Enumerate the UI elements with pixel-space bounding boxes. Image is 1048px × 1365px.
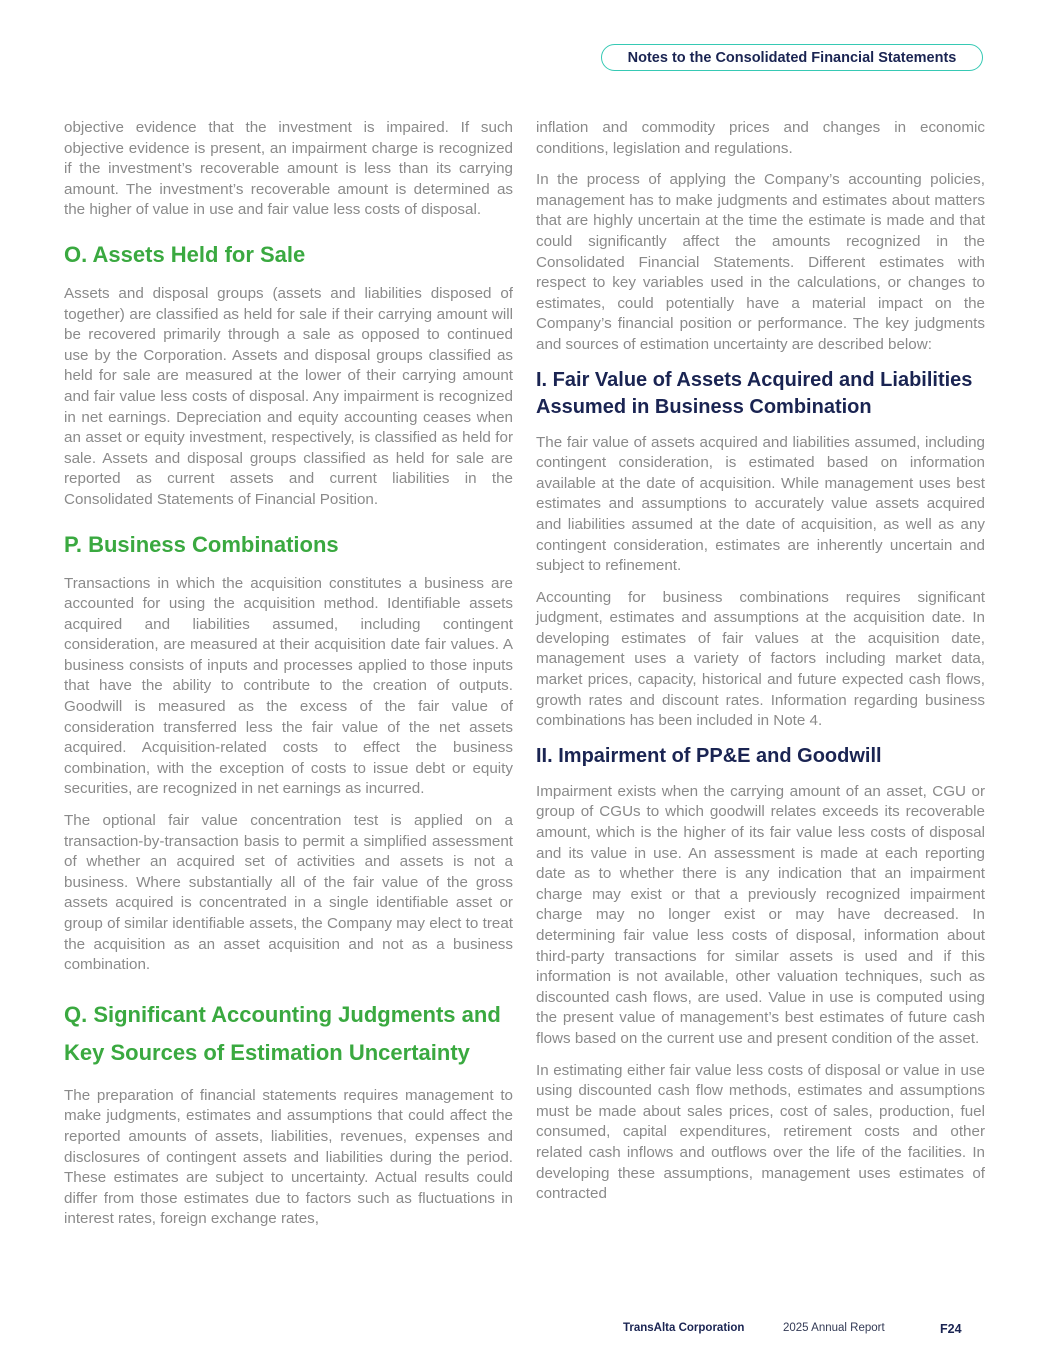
heading-fair-value-assets: I. Fair Value of Assets Acquired and Liabilities Assumed in Business Combination (536, 368, 973, 418)
footer-report: 2025 Annual Report (783, 1322, 885, 1334)
paragraph: The optional fair value concentration test is applied on a transaction-by-transaction basis to permit a simplified assessment of whether an acquired set of activities and assets is not a business. Where substantially all of the fair value of the gross assets acquired is concentrated in a single identifiable asset or group of similar identifiable assets, the Company may elect to treat the acquisition as an asset acquisition and not as a business combination. (64, 812, 513, 974)
section-header-title: Notes to the Consolidated Financial Statements (627, 49, 957, 66)
heading-assets-held-for-sale: O. Assets Held for Sale (64, 241, 306, 267)
page-footer (0, 1322, 1048, 1340)
heading-impairment-ppe-goodwill: II. Impairment of PP&E and Goodwill (536, 744, 882, 767)
paragraph: In estimating either fair value less costs of disposal or value in use using discounted cash flow methods, estimates and assumptions must be made about sales prices, cost of sales, production, fuel consumed, capital expenditures, retirement costs and other related cash inflows and outflows over the life of the facilities. In developing these assumptions, management uses estimates of contracted (536, 1061, 985, 1203)
left-column (64, 118, 513, 1241)
paragraph: The preparation of financial statements requires management to make judgments, estimates and assumptions that could affect the reported amounts of assets, liabilities, revenues, expenses and disclosures of contingent assets and liabilities during the period. These estimates are subject to uncertainty. Actual results could differ from those estimates due to factors such as fluctuations in interest rates, foreign exchange rates, (64, 1086, 513, 1228)
paragraph: Assets and disposal groups (assets and liabilities disposed of together) are classified as held for sale if their carrying amount will be recovered primarily through a sale as opposed to continued use by the Corporation. Assets and disposal groups classified as held for sale are measured at the lower of their carrying amount and fair value less costs of disposal. Any impairment is recognized in net earnings. Depreciation and equity accounting ceases when an asset or equity investment, respectively, is classified as held for sale. Assets and disposal groups classified as held for sale are reported as current assets and current liabilities in the Consolidated Statements of Financial Position. (64, 284, 513, 508)
heading-business-combinations: P. Business Combinations (64, 531, 339, 557)
paragraph: inflation and commodity prices and changes in economic conditions, legislation and regulations. (536, 119, 985, 157)
heading-significant-judgments: Q. Significant Accounting Judgments and Key Sources of Estimation Uncertainty (64, 1001, 501, 1065)
footer-company: TransAlta Corporation (623, 1322, 745, 1334)
paragraph: Transactions in which the acquisition constitutes a business are accounted for using the acquisition method. Identifiable assets acquired and liabilities assumed, including contingent consideration, are measured at their acquisition date fair values. A business consists of inputs and processes applied to those inputs that have the ability to contribute to the creation of outputs. Goodwill is measured as the excess of the fair value of consideration transferred less the fair value of the net assets acquired. Acquisition-related costs to effect the business combination, with the exception of costs to issue debt or equity securities, are recognized in net earnings as incurred. (64, 574, 513, 798)
paragraph: The fair value of assets acquired and liabilities assumed, including contingent consideration, is estimated based on information available at the date of acquisition. While management uses best estimates and assumptions to accurately value assets acquired and liabilities assumed at the date of acquisition, as well as any contingent consideration, estimates are inherently uncertain and subject to refinement. (536, 433, 985, 575)
paragraph: Impairment exists when the carrying amount of an asset, CGU or group of CGUs to which goodwill relates exceeds its recoverable amount, which is the higher of its fair value less costs of disposal and its value in use. An assessment is made at each reporting date as to whether there is any indication that an impairment charge may exist or that a previously recognized impairment charge may no longer exist or may have decreased. In determining fair value less costs of disposal, information about third-party transactions for similar assets is used and if this information is not available, other valuation techniques, such as discounted cash flows, are used. Value in use is computed using the present value of management’s best estimates of future cash flows based on the current use and present condition of the asset. (536, 782, 985, 1047)
paragraph: In the process of applying the Company’s accounting policies, management has to make judgments and estimates about matters that are highly uncertain at the time the estimate is made and that could significantly affect the amounts recognized in the Consolidated Financial Statements. Different estimates with respect to key variables used in the calculations, or changes to estimates, could potentially have a material impact on the Company’s financial position or performance. The key judgments and sources of estimation uncertainty are described below: (536, 171, 985, 353)
right-column (536, 118, 985, 1216)
page-number: F24 (940, 1322, 962, 1336)
paragraph: objective evidence that the investment is impaired. If such objective evidence is present, an impairment charge is recognized if the investment’s recoverable amount is less than its carrying amount. The investment’s recoverable amount is determined as the higher of value in use and fair value less costs of disposal. (64, 119, 513, 219)
paragraph: Accounting for business combinations requires significant judgment, estimates and assumptions at the acquisition date. In developing estimates of fair values at the acquisition date, management uses a variety of factors including market data, market prices, capacity, historical and future expected cash flows, growth rates and discount rates. Information regarding business combinations has been included in Note 4. (536, 588, 985, 730)
section-header-pill (601, 44, 983, 71)
